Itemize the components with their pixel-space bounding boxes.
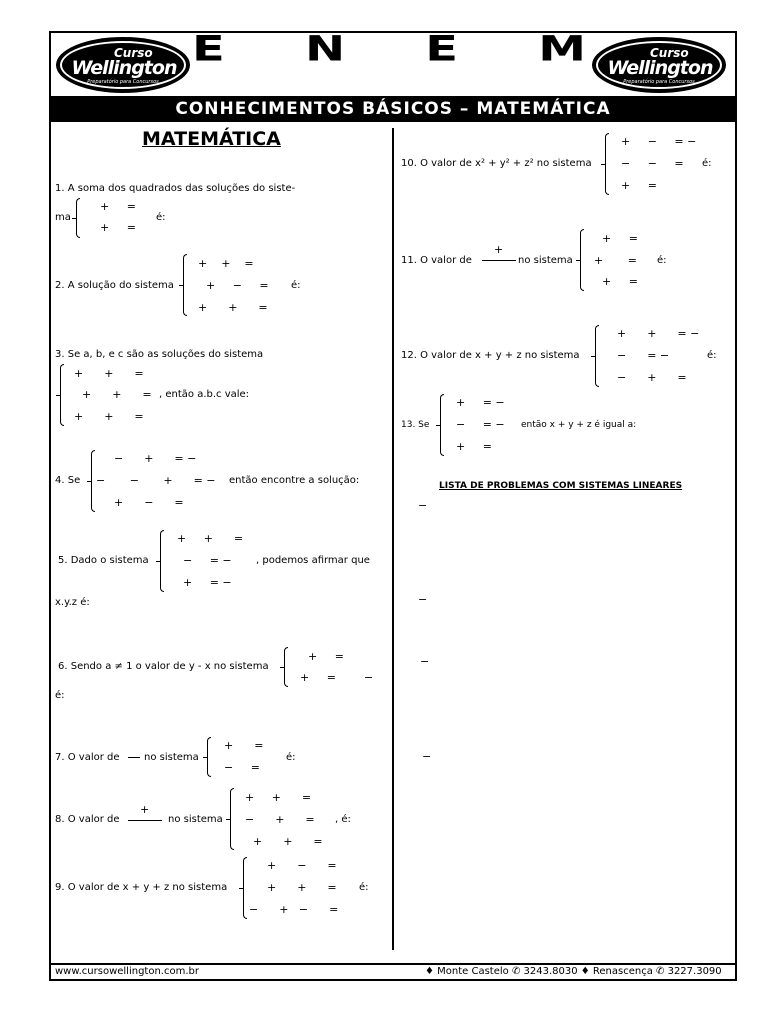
- equation-row: − + = −: [114, 452, 197, 465]
- question-text: 3. Se a, b, e c são as soluções do sistema: [55, 349, 264, 360]
- system-brace: [595, 325, 599, 387]
- enem-letter: N: [304, 28, 346, 70]
- question-text: é:: [359, 882, 369, 893]
- equation-row: + =: [100, 221, 136, 234]
- equation-row: − =: [224, 761, 260, 774]
- question-text: 9. O valor de x + y + z no sistema: [55, 882, 228, 893]
- equation-row: − = −: [617, 349, 670, 362]
- system-brace: [230, 788, 234, 850]
- list-mark: −: [418, 593, 428, 606]
- system-brace: [60, 364, 64, 426]
- fraction-bar: [128, 757, 140, 758]
- equation-row: + + =: [267, 881, 337, 894]
- fraction-numerator: +: [494, 243, 504, 256]
- equation-row: + = −: [456, 396, 505, 409]
- question-text: 4. Se: [55, 475, 81, 486]
- system-brace: [580, 229, 584, 291]
- question-text: 11. O valor de: [401, 255, 472, 266]
- question-text: 1. A soma dos quadrados das soluções do siste-: [55, 183, 296, 194]
- equation-row: + =: [100, 200, 136, 213]
- equation-row: + + =: [198, 257, 254, 270]
- question-text: 12. O valor de x + y + z no sistema: [401, 350, 580, 361]
- enem-letter: E: [192, 28, 225, 70]
- footer-contacts: ♦ Monte Castelo ✆ 3243.8030 ♦ Renascença ✆ 3227.3090: [425, 966, 722, 977]
- fraction-bar: [128, 820, 162, 821]
- list-mark: −: [418, 499, 428, 512]
- question-text: é:: [702, 158, 712, 169]
- system-brace: [91, 450, 95, 512]
- question-text: 7. O valor de: [55, 752, 120, 763]
- logo-left: [56, 37, 190, 93]
- question-text: é:: [286, 752, 296, 763]
- question-text: 6. Sendo a ≠ 1 o valor de y - x no sistema: [58, 661, 269, 672]
- equation-row: + + =: [74, 410, 144, 423]
- question-text: , podemos afirmar que: [256, 555, 370, 566]
- page-title: MATEMÁTICA: [142, 128, 281, 150]
- equation-row: + =: [594, 254, 637, 267]
- section-banner: CONHECIMENTOS BÁSICOS – MATEMÁTICA: [49, 96, 737, 122]
- question-text: , então a.b.c vale:: [159, 389, 250, 400]
- equation-row: + + =: [177, 532, 244, 545]
- question-text: então x + y + z é igual a:: [521, 420, 637, 430]
- question-text: é:: [657, 255, 667, 266]
- equation-row: + =: [308, 650, 344, 663]
- column-divider: [392, 128, 394, 950]
- system-brace: [183, 254, 187, 316]
- system-brace: [243, 857, 247, 919]
- question-text: 5. Dado o sistema: [58, 555, 149, 566]
- question-text: ma: [55, 212, 71, 223]
- logo-right: [592, 37, 726, 93]
- system-brace: [160, 530, 164, 592]
- enem-letter: M: [538, 28, 586, 70]
- equation-row: + = −: [183, 576, 232, 589]
- enem-letter: E: [425, 28, 459, 70]
- equation-row: + + =: [253, 835, 323, 848]
- fraction-numerator: +: [140, 803, 150, 816]
- equation-row: + + =: [82, 388, 152, 401]
- logo-tagline: Preparatório para Concursos: [87, 79, 159, 85]
- question-text: é:: [707, 350, 717, 361]
- equation-row: − + =: [617, 371, 687, 384]
- system-brace: [76, 198, 80, 238]
- equation-row: − − + = −: [96, 474, 216, 487]
- question-text: 2. A solução do sistema: [55, 280, 174, 291]
- question-text: no sistema: [168, 814, 223, 825]
- question-text: no sistema: [144, 752, 199, 763]
- system-brace: [207, 737, 211, 777]
- logo-brand-text: Wellington: [607, 57, 713, 79]
- equation-row: + − =: [114, 496, 184, 509]
- footer-website[interactable]: www.cursowellington.com.br: [55, 966, 199, 977]
- equation-row: + =: [224, 739, 264, 752]
- fraction-bar: [482, 260, 516, 261]
- equation-row: + = −: [300, 671, 374, 684]
- system-brace: [605, 133, 609, 195]
- equation-row: + =: [602, 275, 638, 288]
- equation-row: + + =: [198, 301, 268, 314]
- equation-row: + =: [621, 179, 657, 192]
- list-mark: −: [420, 655, 430, 668]
- question-text: , é:: [335, 814, 351, 825]
- question-text: é:: [156, 212, 166, 223]
- equation-row: − = −: [456, 418, 505, 431]
- question-text: 13. Se: [401, 420, 430, 430]
- question-text: x.y.z é:: [55, 597, 90, 608]
- equation-row: − + − =: [249, 903, 339, 916]
- question-text: 10. O valor de x² + y² + z² no sistema: [401, 158, 592, 169]
- equation-row: + − = −: [621, 135, 697, 148]
- question-text: é:: [55, 690, 65, 701]
- question-text: então encontre a solução:: [229, 475, 360, 486]
- equation-row: + =: [456, 440, 492, 453]
- equation-row: + + = −: [617, 327, 700, 340]
- equation-row: + + =: [74, 367, 144, 380]
- footer-rule: [49, 963, 737, 965]
- question-text: é:: [291, 280, 301, 291]
- equation-row: − + =: [245, 813, 315, 826]
- system-brace: [284, 647, 288, 687]
- system-brace: [440, 394, 444, 456]
- equation-row: + − =: [267, 859, 337, 872]
- logo-brand-text: Wellington: [71, 57, 177, 79]
- question-text: no sistema: [518, 255, 573, 266]
- list-heading: LISTA DE PROBLEMAS COM SISTEMAS LINEARES: [439, 481, 683, 491]
- question-text: 8. O valor de: [55, 814, 120, 825]
- equation-row: + + =: [245, 791, 312, 804]
- logo-tagline: Preparatório para Concursos: [623, 79, 695, 85]
- equation-row: + − =: [206, 279, 269, 292]
- logo-curso-text: Curso: [114, 46, 153, 60]
- logo-curso-text: Curso: [650, 46, 689, 60]
- equation-row: + =: [602, 232, 638, 245]
- equation-row: − − =: [621, 157, 684, 170]
- equation-row: − = −: [183, 554, 232, 567]
- enem-title: [192, 28, 586, 70]
- list-mark: −: [422, 750, 432, 763]
